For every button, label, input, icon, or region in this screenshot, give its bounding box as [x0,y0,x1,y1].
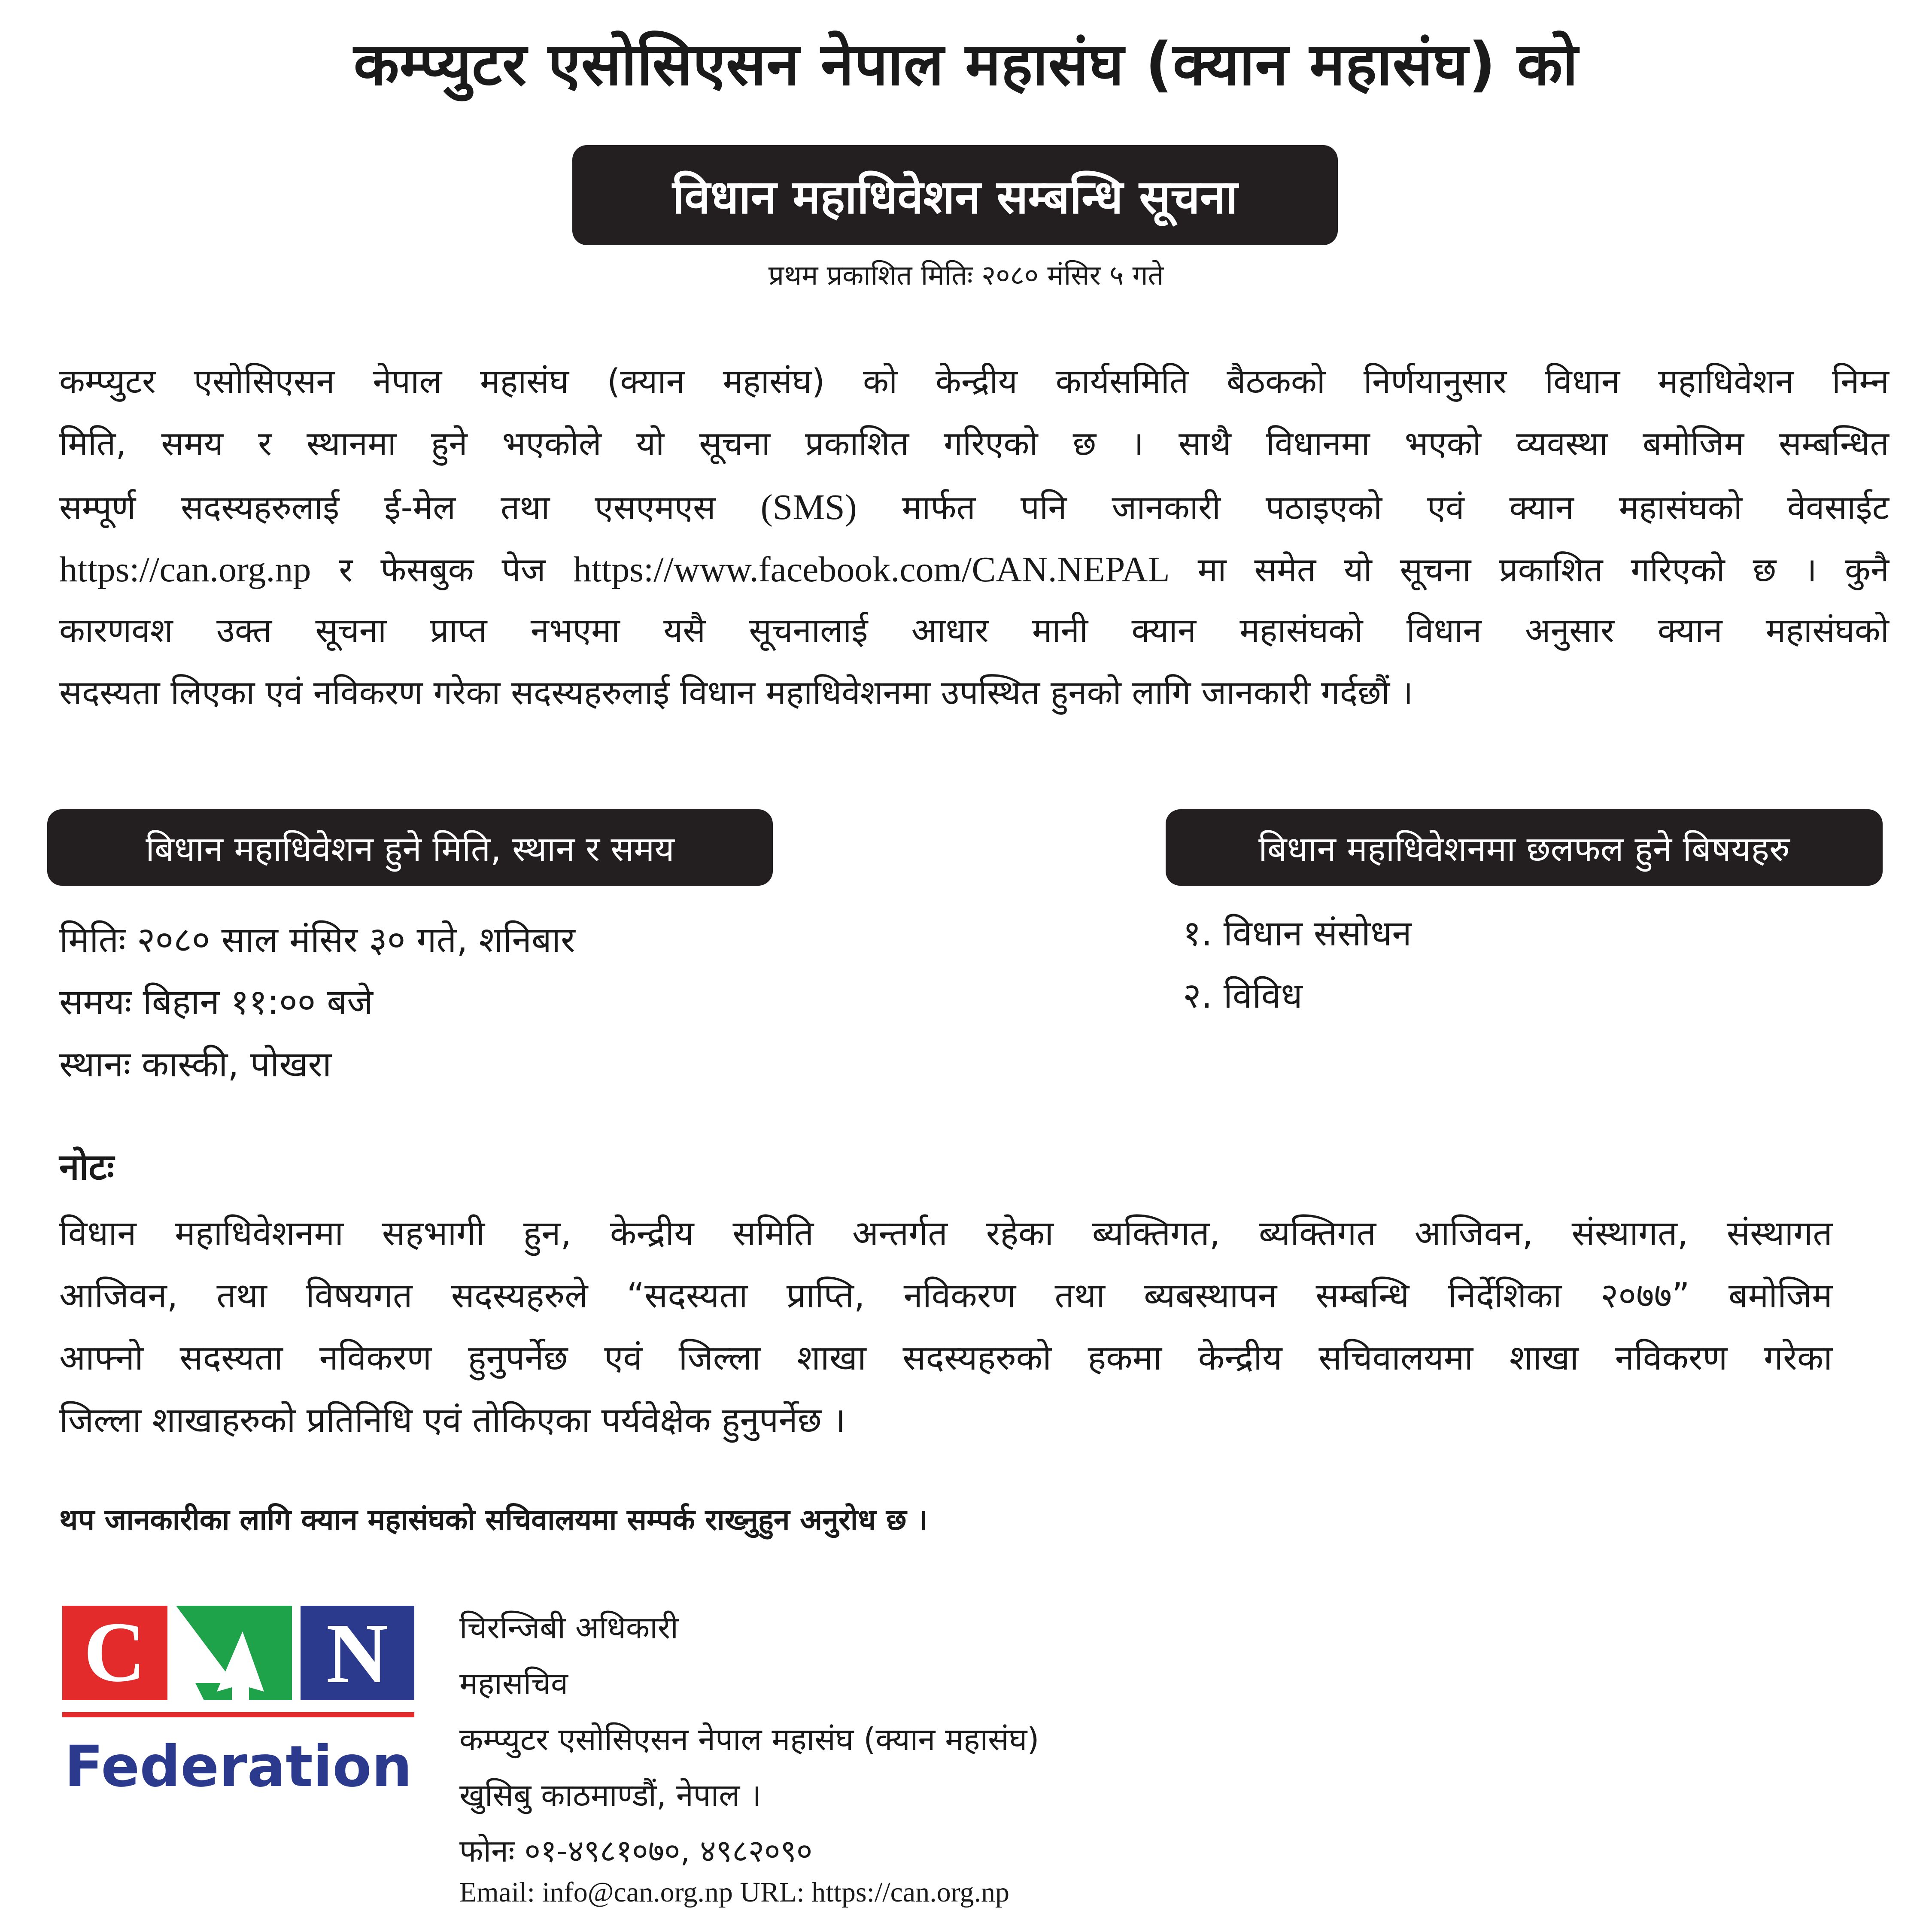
meeting-time: समयः बिहान ११:०० बजे [59,982,373,1023]
notice-subtitle-banner [572,145,1338,245]
agenda-item-2: २. विविध [1183,975,1303,1016]
schedule-section-header [47,809,773,886]
agenda-item-1: १. विधान संसोधन [1183,913,1412,954]
body-line-2: मिति, समय र स्थानमा हुने भएकोले यो सूचना प्रकाशित गरिएको छ । साथै विधानमा भएको व्यवस्था बमोजिम सम्बन्धित [59,425,1889,463]
notice-subtitle: विधान महाधिवेशन सम्बन्धि सूचना [672,170,1238,224]
logo-graphic [62,1606,414,1795]
published-date: प्रथम प्रकाशित मितिः २०८० मंसिर ५ गते [768,260,1164,292]
contact-request: थप जानकारीका लागि क्यान महासंघको सचिवालयमा सम्पर्क राख्नुहुन अनुरोध छ । [59,1503,928,1537]
body-line-5: कारणवश उक्त सूचना प्राप्त नभएमा यसै सूचनालाई आधार मानी क्यान महासंघको विधान अनुसार क्यान महासंघको [59,611,1889,650]
body-line-4-part-b: मा समेत यो सूचना प्रकाशित गरिएको छ । कुनै [1197,551,1889,589]
body-line-4 [59,552,1889,588]
signatory-organization: कम्प्युटर एसोसिएसन नेपाल महासंघ (क्यान महासंघ) [459,1721,1039,1757]
body-line-1: कम्प्युटर एसोसिएसन नेपाल महासंघ (क्यान महासंघ) को केन्द्रीय कार्यसमिति बैठकको निर्णयानुसार विधान महाधिवेशन निम्न [59,362,1889,401]
schedule-section-title: बिधान महाधिवेशन हुने मिति, स्थान र समय [146,829,674,869]
website-link[interactable]: https://can.org.np [59,550,311,589]
body-line-3 [59,489,1889,526]
body-line-3-part-a: सम्पूर्ण सदस्यहरुलाई ई-मेल तथा एसएमएस [59,489,716,527]
logo-federation-word: Federation [64,1734,412,1795]
facebook-link[interactable]: https://www.facebook.com/CAN.NEPAL [573,550,1170,589]
body-line-4-part-a: र फेसबुक पेज [339,551,546,589]
signatory-phone: फोनः ०१-४९८१०७०, ४९८२०९० [459,1833,813,1869]
signatory-address: खुसिबु काठमाण्डौं, नेपाल । [459,1777,762,1813]
meeting-place: स्थानः कास्की, पोखरा [59,1044,332,1085]
logo-letter-c: C [83,1606,146,1700]
signatory-name: चिरन्जिबी अधिकारी [459,1610,678,1646]
logo-red-rule [62,1712,414,1717]
body-line-3-part-b: मार्फत पनि जानकारी पठाइएको एवं क्यान महासंघको वेवसाईट [902,489,1889,527]
logo-letter-n: N [326,1606,389,1701]
note-line-2: आजिवन, तथा विषयगत सदस्यहरुले “सदस्यता प्राप्ति, नविकरण तथा ब्यबस्थापन सम्बन्धि निर्देशिका २०७७” बमोजिम [59,1276,1832,1315]
body-line-6: सदस्यता लिएका एवं नविकरण गरेका सदस्यहरुलाई विधान महाधिवेशनमा उपस्थित हुनको लागि जानकारी गर्दछौं । [59,674,1413,712]
note-line-4: जिल्ला शाखाहरुको प्रतिनिधि एवं तोकिएका पर्यवेक्षेक हुनुपर्नेछ । [59,1400,846,1440]
note-line-3: आफ्नो सदस्यता नविकरण हुनुपर्नेछ एवं जिल्ला शाखा सदस्यहरुको हकमा केन्द्रीय सचिवालयमा शाखा नविकरण गरेका [59,1338,1832,1378]
notice-title: कम्प्युटर एसोसिएसन नेपाल महासंघ (क्यान महासंघ) को [353,30,1579,99]
can-federation-logo [62,1606,414,1795]
agenda-section-title: बिधान महाधिवेशनमा छलफल हुने बिषयहरु [1258,829,1790,869]
signatory-position: महासचिव [459,1665,568,1701]
agenda-section-header [1166,809,1883,886]
signatory-email-url: Email: info@can.org.np URL: https://can.org.np [459,1877,1010,1908]
sms-text: (SMS) [760,487,857,527]
note-label: नोटः [59,1146,114,1188]
note-line-1: विधान महाधिवेशनमा सहभागी हुन, केन्द्रीय समिति अन्तर्गत रहेका ब्यक्तिगत, ब्यक्तिगत आजिवन, संस्थागत, संस्थागत [59,1213,1832,1253]
meeting-date: मितिः २०८० साल मंसिर ३० गते, शनिबार [59,920,575,960]
